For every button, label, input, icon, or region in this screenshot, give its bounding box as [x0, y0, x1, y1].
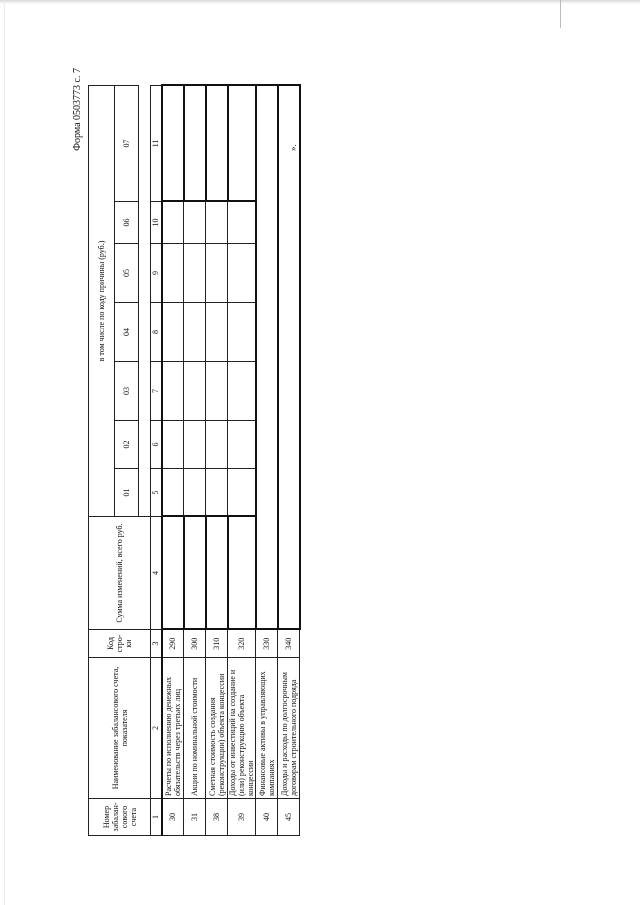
reason-cell-03[interactable]: [162, 362, 184, 421]
form-page: [72, 68, 298, 836]
reason-cell-03[interactable]: [184, 362, 206, 421]
table-row: [228, 85, 256, 835]
column-number: 10: [151, 202, 162, 244]
table-row: [162, 85, 184, 835]
line-code: 340: [278, 630, 300, 658]
column-number: 8: [151, 303, 162, 362]
header-account-name: Наименование забалансового счета, показателя: [89, 658, 151, 799]
reason-code-03: 03: [115, 362, 139, 421]
reason-cell-05[interactable]: [228, 244, 256, 303]
reason-cell-02[interactable]: [206, 421, 228, 469]
column-number: 11: [151, 85, 162, 201]
table-row: [278, 85, 300, 835]
header-by-reason: в том числе по коду причины (руб.): [89, 85, 115, 516]
account-name: Расчеты по исполнению денежных обязательств через третьих лиц: [162, 658, 184, 799]
column-number: 5: [151, 469, 162, 517]
reason-cell-07[interactable]: [162, 85, 184, 201]
reason-cell-02[interactable]: [228, 421, 256, 469]
column-number: 4: [151, 517, 162, 630]
total-cell[interactable]: [228, 517, 256, 630]
column-number: 7: [151, 362, 162, 421]
account-number: 38: [206, 799, 228, 836]
account-name: Сметная стоимость создания (реконструкции) объекта концессии: [206, 658, 228, 799]
column-number: 6: [151, 421, 162, 469]
reason-cell-07[interactable]: [184, 85, 206, 201]
account-name: Доходы от инвестиций на создание и (или) реконструкцию объекта концессии: [228, 658, 256, 799]
merged-value-cell[interactable]: [256, 85, 278, 629]
reason-cell-01[interactable]: [228, 469, 256, 517]
account-name: Финансовые активы в управляющих компаниях: [256, 658, 278, 799]
line-code: 290: [162, 630, 184, 658]
account-number: 45: [278, 799, 300, 836]
reason-cell-06[interactable]: [206, 202, 228, 244]
reason-cell-04[interactable]: [162, 303, 184, 362]
account-number: 31: [184, 799, 206, 836]
column-number: 9: [151, 244, 162, 303]
reason-cell-04[interactable]: [206, 303, 228, 362]
reason-cell-06[interactable]: [162, 202, 184, 244]
column-number: 2: [151, 658, 162, 799]
line-code: 310: [206, 630, 228, 658]
reason-code-04: 04: [115, 303, 139, 362]
header-line-code: Код стро-ки: [89, 630, 151, 658]
account-name: Акции по номинальной стоимости: [184, 658, 206, 799]
scan-edge-left: [4, 0, 5, 905]
reason-cell-07[interactable]: [206, 85, 228, 201]
account-number: 40: [256, 799, 278, 836]
column-number: 3: [151, 630, 162, 658]
header-total: Сумма изменений, всего руб.: [89, 517, 151, 630]
reason-cell-07[interactable]: [228, 85, 256, 201]
reason-cell-01[interactable]: [184, 469, 206, 517]
reason-cell-03[interactable]: [228, 362, 256, 421]
reason-cell-06[interactable]: [184, 202, 206, 244]
reason-code-06: 06: [115, 202, 139, 244]
table-row: [184, 85, 206, 835]
reason-cell-05[interactable]: [184, 244, 206, 303]
reason-cell-06[interactable]: [228, 202, 256, 244]
column-number: 1: [151, 799, 162, 836]
account-number: 30: [162, 799, 184, 836]
reason-cell-01[interactable]: [162, 469, 184, 517]
reason-cell-04[interactable]: [184, 303, 206, 362]
total-cell[interactable]: [184, 517, 206, 630]
scan-edge-line: [560, 0, 561, 28]
account-name: Доходы и расходы по долгосрочным договорам строительного подряда: [278, 658, 300, 799]
account-number: 39: [228, 799, 256, 836]
reason-cell-04[interactable]: [228, 303, 256, 362]
reason-cell-01[interactable]: [206, 469, 228, 517]
reason-code-05: 05: [115, 244, 139, 303]
line-code: 330: [256, 630, 278, 658]
scan-edge-top: [0, 0, 640, 4]
total-cell[interactable]: [162, 517, 184, 630]
reason-cell-05[interactable]: [206, 244, 228, 303]
reason-cell-02[interactable]: [184, 421, 206, 469]
header-account-number: Номер забалан-сового счета: [89, 799, 151, 836]
form-label: Форма 0503773 с. 7: [72, 68, 83, 151]
reason-cell-02[interactable]: [162, 421, 184, 469]
edge-mark: ».: [288, 144, 298, 151]
rotated-form-wrapper: [72, 68, 298, 836]
reason-code-07: 07: [115, 85, 139, 201]
table-row: [206, 85, 228, 835]
reason-cell-05[interactable]: [162, 244, 184, 303]
reason-code-01: 01: [115, 469, 139, 517]
reason-cell-03[interactable]: [206, 362, 228, 421]
line-code: 320: [228, 630, 256, 658]
reason-code-02: 02: [115, 421, 139, 469]
table-row: [256, 85, 278, 835]
total-cell[interactable]: [206, 517, 228, 630]
form-table: [88, 84, 301, 836]
line-code: 300: [184, 630, 206, 658]
merged-value-cell[interactable]: [278, 85, 300, 629]
